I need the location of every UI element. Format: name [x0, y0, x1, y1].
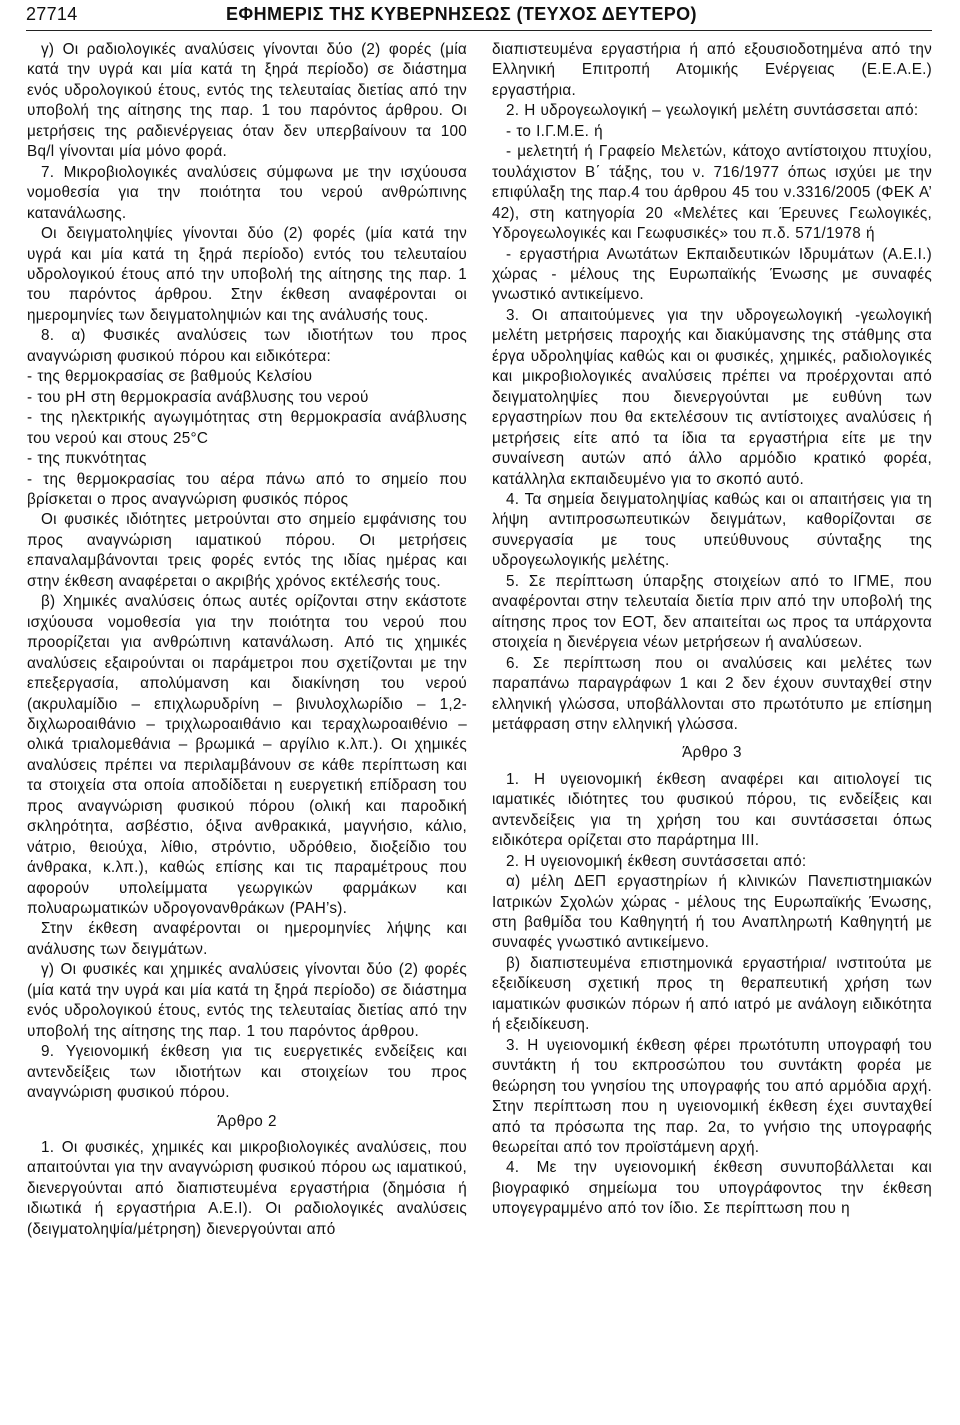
paragraph: 1. Η υγειονομική έκθεση αναφέρει και αιτιολογεί τις ιαματικές ιδιότητες του φυσικού πόρου, τις ενδείξεις και αντενδείξεις για τη χρήση του και συντάσσεται όπως ειδικότερα ορίζεται στο παράρτημα ΙΙΙ. [492, 770, 932, 850]
paragraph: - εργαστήρια Ανωτάτων Εκπαιδευτικών Ιδρυμάτων (Α.Ε.Ι.) χώρας - μέλους της Ευρωπαϊκής Ένωσης με συναφές γνωστικό αντικείμενο. [492, 245, 932, 304]
paragraph: - της ηλεκτρικής αγωγιμότητας στη θερμοκρασία ανάβλυσης του νερού και στους 25°C [27, 409, 467, 447]
paragraph: γ) Οι ραδιολογικές αναλύσεις γίνονται δύο (2) φορές (μία κατά την υγρά και μία κατά τη ξηρά περίοδο) σε διάστημα ενός υδρολογικού έτους, εντός της τελευταίας διετίας από την υποβολή της αίτησης της παρ. 1 του παρόντος άρθρου. Οι μετρήσεις της ραδιενέργειας όταν δεν υπερβαίνουν τα 100 Bq/l γίνονται μία μόνο φορά. [27, 41, 467, 161]
paragraph: - το Ι.Γ.Μ.Ε. ή [506, 122, 603, 140]
paragraph: 4. Τα σημεία δειγματοληψίας καθώς και οι απαιτήσεις για τη λήψη αντιπροσωπευτικών δειγμάτων, καθορίζονται σε συνεργασία με τους υπεύθυνους σύνταξης της υδρογεωλογικής μελέτης. [492, 490, 932, 570]
paragraph: - της θερμοκρασίας του αέρα πάνω από το σημείο που βρίσκεται ο προς αναγνώριση φυσικός πόρος [27, 470, 467, 508]
article-heading: Άρθρο 3 [682, 744, 742, 762]
paragraph: 2. Η υγειονομική έκθεση συντάσσεται από: [506, 852, 807, 870]
paragraph: 1. Οι φυσικές, χημικές και μικροβιολογικές αναλύσεις, που απαιτούνται για την αναγνώριση φυσικού πόρου ως ιαματικού, διενεργούνται από διαπιστευμένα εργαστήρια (δημόσια ή ιδιωτικά ή εργαστήρια Α.Ε.Ι). Οι ραδιολογικές αναλύσεις (δειγματοληψία/μέτρηση) διενεργούνται από [27, 1139, 467, 1238]
paragraph: 6. Σε περίπτωση που οι αναλύσεις και μελέτες των παραπάνω παραγράφων 1 και 2 δεν έχουν συνταχθεί στην ελληνική γλώσσα, υποβάλλονται στο πρωτότυπο με επίσημη μετάφραση στην ελληνική γλώσσα. [492, 654, 932, 733]
left-column [27, 40, 467, 1240]
paragraph: β) Χημικές αναλύσεις όπως αυτές ορίζονται στην εκάστοτε ισχύουσα νομοθεσία για την ποιότητα του νερού που προορίζεται για ανθρώπινη κατανάλωση. Από τις χημικές αναλύσεις εξαιρούνται οι παράμετροι που σχετίζονται με την επεξεργασία, απολύμανση και διακίνηση του νερού (ακρυλαμίδιο – επιχλωρυδρίνη – βινυλοχλωρίδιο – 1,2-διχλωροαιθάνιο – τριχλωροαιθάνιο και τεραχλωροαιθένιο – ολικά τριαλομεθάνια – βρωμικά – αργίλιο κ.λπ.). Οι χημικές αναλύσεις πρέπει να περιλαμβάνουν σε κάθε περίπτωση και τα στοιχεία στα οποία αποδίδεται η ευεργετική επίδραση του προς αναγνώριση φυσικού πόρου (ολική και παροδική σκληρότητα, ασβέστιο, όξινα ανθρακικά, μαγνήσιο, κάλιο, νάτριο, θειούχα, λίθιο, στρόντιο, υδρόθειο, διοξείδιο του άνθρακα, κ.λπ.), καθώς επίσης και τις παραμέτρους που αφορούν υπολείμματα γεωργικών φαρμάκων και πολυαρωματικών υδρογονανθράκων (PAH’s). [27, 593, 467, 918]
paragraph: 2. Η υδρογεωλογική – γεωλογική μελέτη συντάσσεται από: [506, 102, 919, 120]
paragraph: Οι δειγματοληψίες γίνονται δύο (2) φορές (μία κατά την υγρά και μία κατά τη ξηρά περίοδο) εντός του τελευταίου υδρολογικού έτους από την υποβολή της αίτησης της παρ. 1 του παρόντος άρθρου. Στην έκθεση αναφέρονται οι ημερομηνίες των δειγματοληψιών και της ανάλυσής τους. [27, 225, 467, 324]
paragraph: 5. Σε περίπτωση ύπαρξης στοιχείων από το ΙΓΜΕ, που αναφέρονται στην τελευταία διετία πριν από την υποβολή της αίτησης προς τον ΕΟΤ, δεν απαιτείται ως προς τα υπάρχοντα στοιχεία η διενέργεια νέων μετρήσεων ή αναλύσεων. [492, 572, 932, 652]
page-number: 27714 [26, 4, 78, 24]
paragraph: α) μέλη ΔΕΠ εργαστηρίων ή κλινικών Πανεπιστημιακών Ιατρικών Σχολών χώρας - μέλους της Ευρωπαϊκής Ένωσης, στη βαθμίδα του Καθηγητή ή του Αναπληρωτή Καθηγητή με συναφές γνωστικό αντικείμενο. [492, 873, 932, 952]
paragraph: 9. Υγειονομική έκθεση για τις ευεργετικές ενδείξεις και αντενδείξεις των ιδιοτήτων και στοιχείων του προς αναγνώριση φυσικού πόρου. [27, 1043, 467, 1102]
paragraph: 3. Οι απαιτούμενες για την υδρογεωλογική -γεωλογική μελέτη μετρήσεις παροχής και διακύμανσης της στάθμης στα έργα υδροληψίας καθώς και οι φυσικές, χημικές, ραδιολογικές και μικροβιολογικές αναλύσεις πρέπει να προέρχονται από δειγματοληψίες που διενεργούνται με ευθύνη των εργαστηρίων που θα εκτελέσουν τις αντίστοιχες αναλύσεις ή μετρήσεις είτε από τα ίδια τα εργαστήρια είτε με την συναίνεση αυτών από άλλο αρμόδιο κρατικό φορέα, κατάλληλα εκπαιδευμένο για το σκοπό αυτό. [492, 306, 932, 488]
paragraph: γ) Οι φυσικές και χημικές αναλύσεις γίνονται δύο (2) φορές (μία κατά την υγρά και μία κατά τη ξηρά περίοδο) σε διάστημα ενός υδρολογικού έτους, εντός της τελευταίας διετίας από την υποβολή της αίτησης της παρ. 1 του παρόντος άρθρου. [27, 961, 467, 1040]
paragraph: - του pH στη θερμοκρασία ανάβλυσης του νερού [27, 388, 369, 406]
paragraph: 3. Η υγειονομική έκθεση φέρει πρωτότυπη υπογραφή του συντάκτη ή του εκπροσώπου του συντάκτη φορέα με θεώρηση του γνησίου της υπογραφής του από αρμόδια αρχή. Στην περίπτωση που η υγειονομική έκθεση έχει συνταχθεί από τα πρόσωπα της παρ. 2α, το γνήσιο της υπογραφής θεωρείται από τον προϊστάμενη αρχή. [492, 1036, 932, 1157]
right-column [492, 40, 932, 1220]
gazette-title: ΕΦΗΜΕΡΙΣ ΤΗΣ ΚΥΒΕΡΝΗΣΕΩΣ (ΤΕΥΧΟΣ ΔΕΥΤΕΡΟ) [226, 4, 697, 24]
paragraph: - μελετητή ή Γραφείο Μελετών, κάτοχο αντίστοιχου πτυχίου, τουλάχιστον Β΄ τάξης, του ν. 716/1977 όπως ισχύει με την επιφύλαξη της παρ.4 του άρθρου 45 του ν.3316/2005 (ΦΕΚ Α’ 42), στη κατηγορία 20 «Μελέτες και Έρευνες Γεωλογικές, Υδρογεωλογικές και Γεωφυσικές» του π.δ. 571/1978 ή [492, 143, 932, 243]
paragraph: Οι φυσικές ιδιότητες μετρούνται στο σημείο εμφάνισης του προς αναγνώριση ιαματικού πόρου. Οι μετρήσεις επαναλαμβάνονται τρεις φορές εντός της ιδίας ημέρας και στην έκθεση αναφέρεται ο ακριβής χρόνος εκτέλεσής τους. [27, 511, 467, 590]
paragraph: - της θερμοκρασίας σε βαθμούς Κελσίου [27, 368, 313, 386]
paragraph: 8. α) Φυσικές αναλύσεις των ιδιοτήτων του προς αναγνώριση φυσικού πόρου και ειδικότερα: [27, 327, 467, 365]
paragraph: Στην έκθεση αναφέρονται οι ημερομηνίες λήψης και ανάλυσης των δειγμάτων. [27, 920, 467, 958]
paragraph: - της πυκνότητας [27, 450, 147, 468]
paragraph: 4. Με την υγειονομική έκθεση συνυποβάλλεται και βιογραφικό σημείωμα του υπογράφοντος την έκθεση υπογεγραμμένο από τον ίδιο. Σε περίπτωση που η [492, 1159, 932, 1218]
article-heading: Άρθρο 2 [217, 1112, 277, 1130]
page-header [26, 4, 932, 31]
paragraph: 7. Μικροβιολογικές αναλύσεις σύμφωνα με την ισχύουσα νομοθεσία για την ποιότητα του νερού ανθρώπινης κατανάλωσης. [27, 163, 467, 222]
paragraph: διαπιστευμένα εργαστήρια ή από εξουσιοδοτημένα από την Ελληνική Επιτροπή Ατομικής Ενέργειας (Ε.Ε.Α.Ε.) εργαστήρια. [492, 41, 932, 99]
paragraph: β) διαπιστευμένα επιστημονικά εργαστήρια/ ινστιτούτα με εξειδίκευση σχετική προς τη θεραπευτική χρήση των ιαματικών φυσικών πόρων ή από ιατρό με ανάλογη ειδικότητα ή εξειδίκευση. [492, 954, 932, 1034]
